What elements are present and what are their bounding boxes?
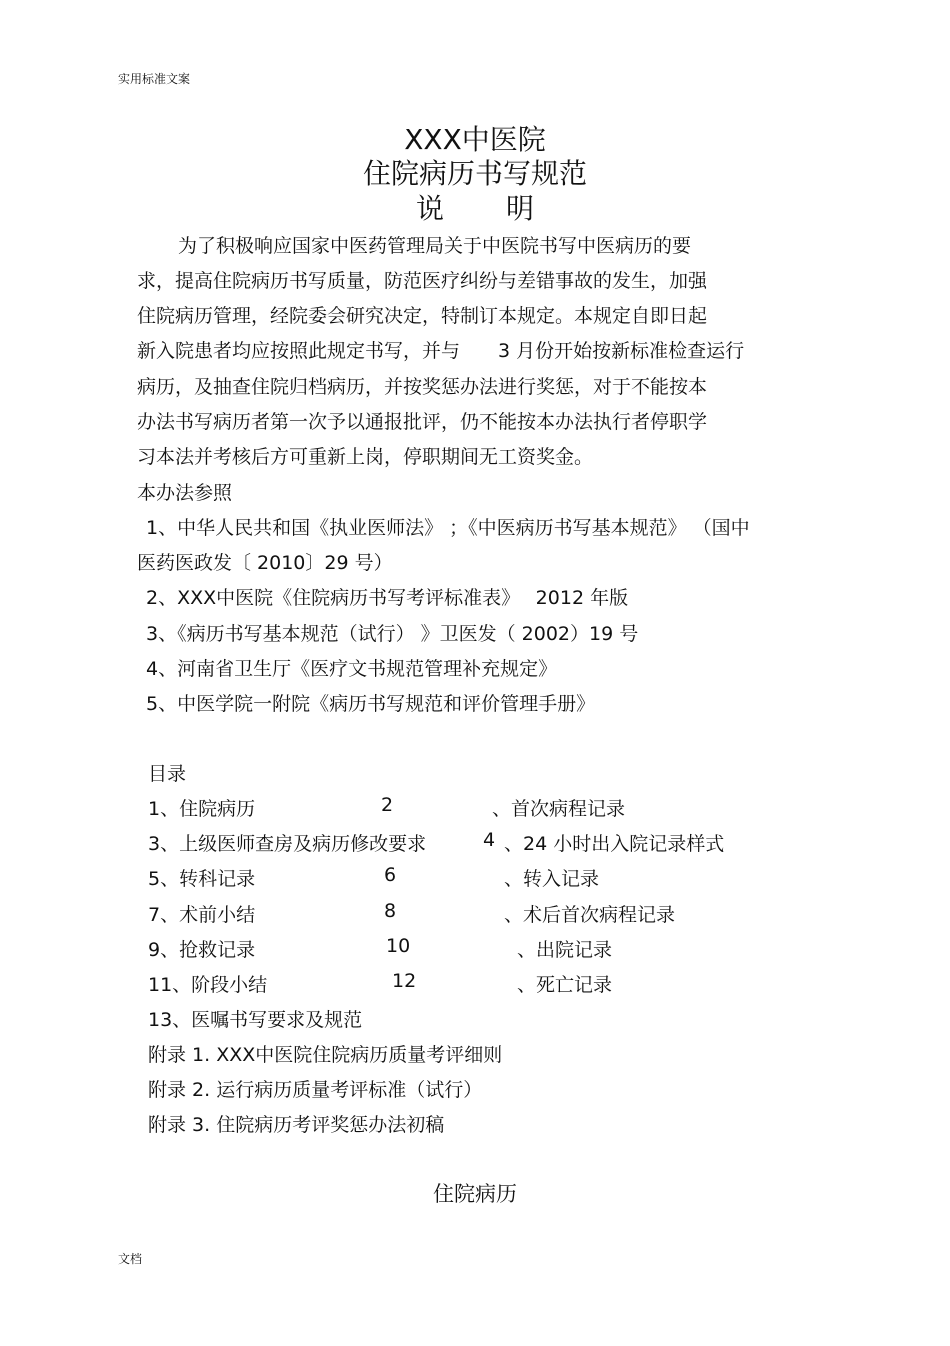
toc-number: 4: [483, 829, 496, 851]
toc-entry: 7、术前小结: [148, 904, 256, 926]
toc-entry: 、24 小时出入院记录样式: [504, 833, 725, 855]
toc-entry: 3、上级医师查房及病历修改要求: [148, 833, 427, 855]
toc-number: 12: [392, 970, 417, 992]
intro-paragraph-line: 为了积极响应国家中医药管理局关于中医院书写中医病历的要: [178, 235, 692, 257]
reference-item: 1、中华人民共和国《执业医师法》 ；《中医病历书写基本规范》 （国中: [146, 517, 750, 539]
document-title: 住院病历书写规范: [362, 157, 587, 190]
toc-entry: 13、医嘱书写要求及规范: [148, 1009, 363, 1031]
toc-entry: 5、转科记录: [148, 868, 256, 890]
page-footer-note: 文档: [118, 1252, 143, 1266]
toc-number: 8: [384, 900, 397, 922]
intro-paragraph-line: 住院病历管理，经院委会研究决定，特制订本规定。本规定自即日起: [137, 305, 708, 327]
reference-item: 5、中医学院一附院《病历书写规范和评价管理手册》: [146, 693, 596, 715]
toc-entry: 1、住院病历: [148, 798, 256, 820]
reference-item: 3、《病历书写基本规范（试行） 》卫医发（ 2002）19 号: [146, 623, 639, 645]
page-header-note: 实用标准文案: [118, 72, 191, 86]
reference-intro: 本办法参照: [137, 482, 233, 504]
intro-paragraph-line: 习本法并考核后方可重新上岗，停职期间无工资奖金。: [137, 446, 594, 468]
reference-item: 4、河南省卫生厅《医疗文书规范管理补充规定》: [146, 658, 558, 680]
appendix-entry: 附录 3. 住院病历考评奖惩办法初稿: [148, 1114, 445, 1136]
hospital-title: XXX中医院: [404, 123, 546, 156]
appendix-entry: 附录 2. 运行病历质量考评标准（试行）: [148, 1079, 483, 1101]
toc-entry: 9、抢救记录: [148, 939, 256, 961]
intro-paragraph-line: 求，提高住院病历书写质量，防范医疗纠纷与差错事故的发生，加强: [137, 270, 708, 292]
toc-entry: 11、阶段小结: [148, 974, 268, 996]
intro-paragraph-line: 病历，及抽查住院归档病历，并按奖惩办法进行奖惩，对于不能按本: [137, 376, 708, 398]
toc-number: 2: [381, 794, 394, 816]
toc-title: 目录: [148, 763, 187, 785]
toc-entry: 、死亡记录: [517, 974, 613, 996]
toc-entry: 、出院记录: [517, 939, 613, 961]
toc-number: 10: [386, 935, 411, 957]
toc-entry: 、首次病程记录: [492, 798, 626, 820]
intro-paragraph-line: 办法书写病历者第一次予以通报批评，仍不能按本办法执行者停职学: [137, 411, 708, 433]
toc-entry: 、转入记录: [504, 868, 600, 890]
toc-number: 6: [384, 864, 397, 886]
reference-item: 2、XXX中医院《住院病历书写考评标准表》 2012 年版: [146, 587, 629, 609]
section-title: 住院病历: [433, 1182, 517, 1206]
intro-paragraph-line: 新入院患者均应按照此规定书写，并与 3 月份开始按新标准检查运行: [137, 340, 745, 362]
explanation-heading: 说明: [415, 192, 596, 225]
reference-item-continued: 医药医政发〔 2010〕29 号）: [137, 552, 393, 574]
appendix-entry: 附录 1. XXX中医院住院病历质量考评细则: [148, 1044, 503, 1066]
toc-entry: 、术后首次病程记录: [504, 904, 676, 926]
